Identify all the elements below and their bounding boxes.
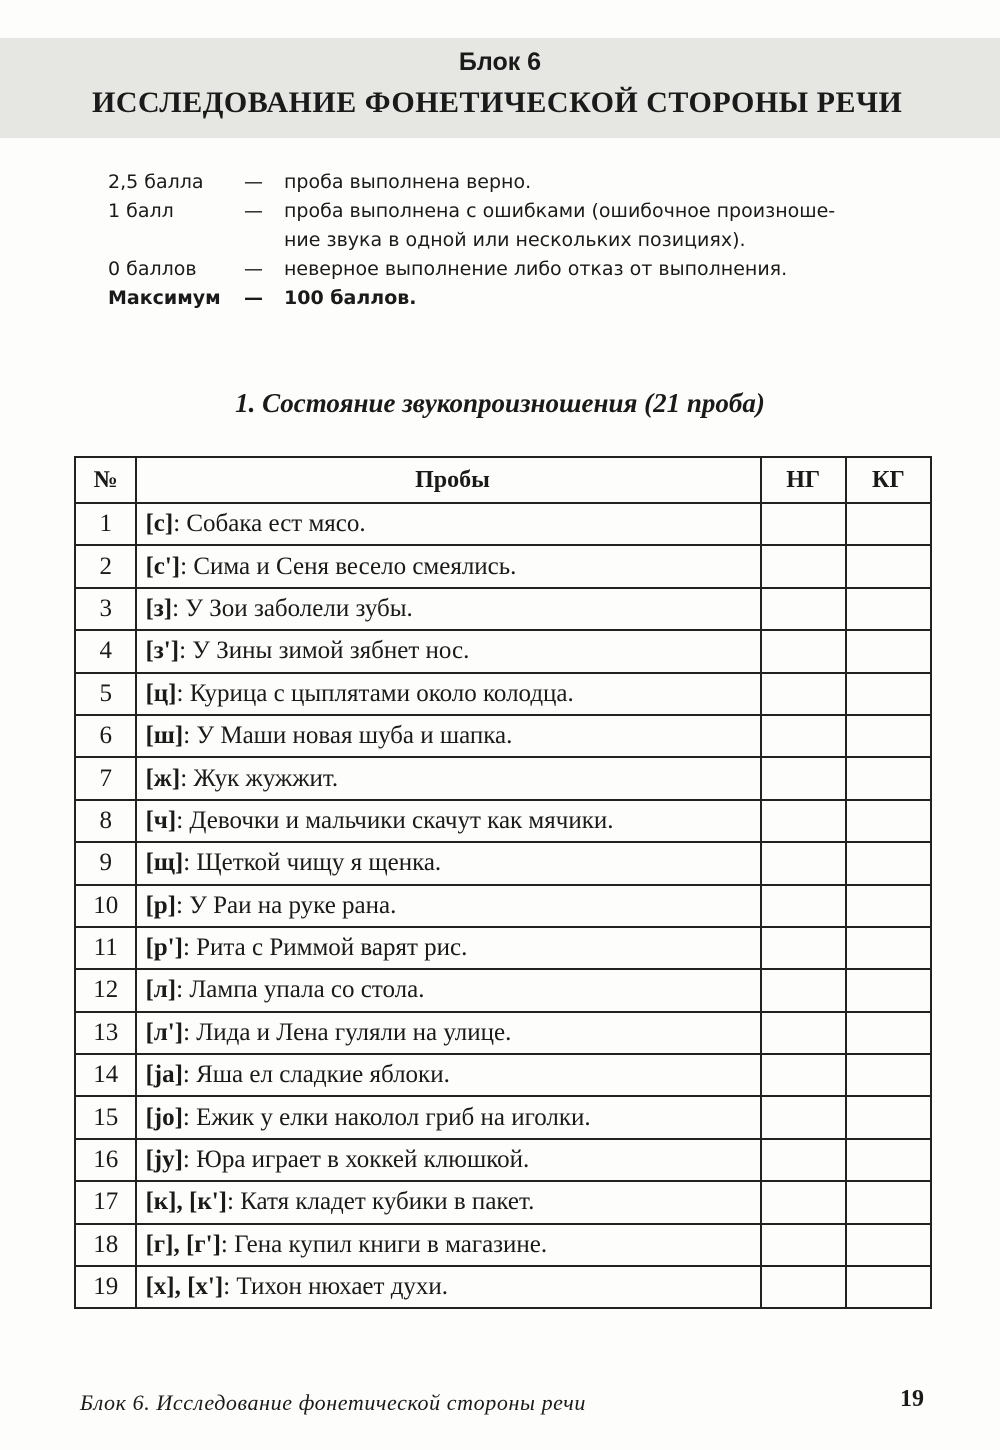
- probe-sentence: : Жук жужжит.: [180, 764, 339, 792]
- score-row: [108, 255, 908, 284]
- ng-cell[interactable]: [761, 927, 846, 969]
- table-row: [75, 842, 931, 884]
- probe-sound: [г], [г']: [145, 1230, 221, 1258]
- row-number: 10: [75, 885, 136, 927]
- kg-cell[interactable]: [846, 715, 931, 757]
- row-number: 16: [75, 1139, 136, 1181]
- ng-cell[interactable]: [761, 503, 846, 545]
- kg-cell[interactable]: [846, 630, 931, 672]
- row-number: 1: [75, 503, 136, 545]
- probe-cell: [136, 1266, 760, 1308]
- probes-table: [74, 456, 932, 1309]
- kg-cell[interactable]: [846, 885, 931, 927]
- section-title: 1. Состояние звукопроизношения (21 проба): [235, 388, 765, 418]
- header-ng: НГ: [761, 457, 846, 503]
- ng-cell[interactable]: [761, 1266, 846, 1308]
- probe-sentence: : У Маши новая шуба и шапка.: [183, 722, 513, 750]
- probe-sentence: : У Зои заболели зубы.: [172, 594, 413, 622]
- row-number: 17: [75, 1181, 136, 1223]
- probe-cell: [136, 1012, 760, 1054]
- table-row: [75, 1054, 931, 1096]
- row-number: 3: [75, 588, 136, 630]
- probe-cell: [136, 927, 760, 969]
- probe-sentence: : Катя кладет кубики в пакет.: [227, 1188, 535, 1216]
- probe-sentence: : Тихон нюхает духи.: [223, 1273, 449, 1301]
- header-num: №: [75, 457, 136, 503]
- score-description: проба выполнена верно.: [284, 171, 532, 193]
- table-row: [75, 885, 931, 927]
- probe-sentence: : Курица с цыплятами около колодца.: [176, 679, 574, 707]
- probe-sound: [ч]: [145, 806, 177, 834]
- scoring-legend: [108, 168, 908, 313]
- kg-cell[interactable]: [846, 1012, 931, 1054]
- score-description: ние звука в одной или нескольких позициях).: [284, 229, 746, 251]
- probe-sentence: : Щеткой чищу я щенка.: [183, 849, 442, 877]
- probe-sentence: : Собака ест мясо.: [173, 510, 366, 538]
- score-dash: —: [244, 258, 263, 280]
- probe-sentence: : Гена купил книги в магазине.: [220, 1230, 548, 1258]
- kg-cell[interactable]: [846, 1266, 931, 1308]
- probe-cell: [136, 1181, 760, 1223]
- probe-sentence: : У Зины зимой зябнет нос.: [179, 637, 470, 665]
- score-row: [108, 284, 908, 313]
- score-row: [108, 226, 908, 255]
- probe-cell: [136, 545, 760, 587]
- probe-cell: [136, 1096, 760, 1138]
- table-row: [75, 588, 931, 630]
- score-points: 1 балл: [108, 200, 174, 222]
- ng-cell[interactable]: [761, 800, 846, 842]
- probe-sentence: : Лида и Лена гуляли на улице.: [183, 1018, 512, 1046]
- kg-cell[interactable]: [846, 1054, 931, 1096]
- probe-sound: [ц]: [145, 679, 177, 707]
- score-points: 2,5 балла: [108, 171, 204, 193]
- row-number: 7: [75, 757, 136, 799]
- table-row: [75, 969, 931, 1011]
- kg-cell[interactable]: [846, 800, 931, 842]
- probe-sentence: : Девочки и мальчики скачут как мячики.: [176, 806, 614, 834]
- row-number: 15: [75, 1096, 136, 1138]
- table-row: [75, 503, 931, 545]
- probe-cell: [136, 1224, 760, 1266]
- row-number: 19: [75, 1266, 136, 1308]
- table-row: [75, 800, 931, 842]
- row-number: 4: [75, 630, 136, 672]
- ng-cell[interactable]: [761, 673, 846, 715]
- kg-cell[interactable]: [846, 842, 931, 884]
- kg-cell[interactable]: [846, 588, 931, 630]
- table-row: [75, 1139, 931, 1181]
- table-row: [75, 545, 931, 587]
- probe-sound: [ja]: [145, 1061, 183, 1089]
- ng-cell[interactable]: [761, 1181, 846, 1223]
- row-number: 8: [75, 800, 136, 842]
- running-title: Блок 6. Исследование фонетической стороны речи: [80, 1390, 586, 1415]
- score-description: неверное выполнение либо отказ от выполнения.: [284, 258, 788, 280]
- probe-sound: [з']: [145, 637, 180, 665]
- row-number: 13: [75, 1012, 136, 1054]
- ng-cell[interactable]: [761, 715, 846, 757]
- kg-cell[interactable]: [846, 1096, 931, 1138]
- probe-cell: [136, 1054, 760, 1096]
- probe-sentence: : Ежик у елки наколол гриб на иголки.: [182, 1103, 591, 1131]
- ng-cell[interactable]: [761, 1139, 846, 1181]
- row-number: 6: [75, 715, 136, 757]
- probe-sound: [ш]: [145, 722, 184, 750]
- score-points: 0 баллов: [108, 258, 197, 280]
- ng-cell[interactable]: [761, 630, 846, 672]
- score-dash: [244, 226, 284, 255]
- row-number: 18: [75, 1224, 136, 1266]
- probe-sentence: : Лампа упала со стола.: [176, 976, 425, 1004]
- ng-cell[interactable]: [761, 588, 846, 630]
- header-kg: КГ: [846, 457, 931, 503]
- score-description: проба выполнена с ошибками (ошибочное произноше-: [284, 200, 836, 222]
- table-row: [75, 1266, 931, 1308]
- score-dash: —: [244, 171, 263, 193]
- table-row: [75, 1181, 931, 1223]
- block-label: Блок 6: [458, 48, 542, 76]
- kg-cell[interactable]: [846, 757, 931, 799]
- kg-cell[interactable]: [846, 927, 931, 969]
- probe-sound: [р]: [145, 891, 176, 919]
- probe-cell: [136, 800, 760, 842]
- probe-cell: [136, 757, 760, 799]
- row-number: 12: [75, 969, 136, 1011]
- page-number: 19: [900, 1386, 924, 1412]
- table-row: [75, 1096, 931, 1138]
- score-row: [108, 197, 908, 226]
- probe-cell: [136, 503, 760, 545]
- probe-cell: [136, 885, 760, 927]
- probe-sound: [к], [к']: [145, 1188, 227, 1216]
- score-row: [108, 168, 908, 197]
- probe-sentence: : Сима и Сеня весело смеялись.: [180, 552, 517, 580]
- table-row: [75, 715, 931, 757]
- probe-sound: [з]: [145, 594, 173, 622]
- kg-cell[interactable]: [846, 1139, 931, 1181]
- ng-cell[interactable]: [761, 1096, 846, 1138]
- probe-sound: [р']: [145, 934, 183, 962]
- kg-cell[interactable]: [846, 969, 931, 1011]
- probe-sound: [с]: [145, 510, 174, 538]
- table-row: [75, 630, 931, 672]
- ng-cell[interactable]: [761, 1224, 846, 1266]
- table-row: [75, 757, 931, 799]
- probe-sound: [jу]: [145, 1146, 183, 1174]
- row-number: 2: [75, 545, 136, 587]
- probe-sentence: : Яша ел сладкие яблоки.: [182, 1061, 450, 1089]
- probe-sound: [л]: [145, 976, 177, 1004]
- row-number: 5: [75, 673, 136, 715]
- probe-sound: [с']: [145, 552, 181, 580]
- row-number: 11: [75, 927, 136, 969]
- probe-sound: [х], [х']: [145, 1273, 224, 1301]
- probe-sentence: : У Раи на руке рана.: [176, 891, 397, 919]
- table-row: [75, 673, 931, 715]
- ng-cell[interactable]: [761, 842, 846, 884]
- ng-cell[interactable]: [761, 969, 846, 1011]
- probe-cell: [136, 630, 760, 672]
- header-probe: Пробы: [136, 457, 760, 503]
- table-row: [75, 1224, 931, 1266]
- ng-cell[interactable]: [761, 545, 846, 587]
- probe-cell: [136, 969, 760, 1011]
- table-row: [75, 927, 931, 969]
- probe-sound: [щ]: [145, 849, 184, 877]
- probe-cell: [136, 842, 760, 884]
- kg-cell[interactable]: [846, 503, 931, 545]
- row-number: 9: [75, 842, 136, 884]
- ng-cell[interactable]: [761, 1054, 846, 1096]
- kg-cell[interactable]: [846, 545, 931, 587]
- block-title: ИССЛЕДОВАНИЕ ФОНЕТИЧЕСКОЙ СТОРОНЫ РЕЧИ: [92, 86, 903, 119]
- ng-cell[interactable]: [761, 1012, 846, 1054]
- ng-cell[interactable]: [761, 885, 846, 927]
- probe-sentence: : Юра играет в хоккей клюшкой.: [182, 1146, 530, 1174]
- ng-cell[interactable]: [761, 757, 846, 799]
- score-points: [108, 226, 244, 255]
- probe-sound: [ж]: [145, 764, 181, 792]
- score-dash: —: [244, 200, 263, 222]
- table-row: [75, 1012, 931, 1054]
- row-number: 14: [75, 1054, 136, 1096]
- kg-cell[interactable]: [846, 1224, 931, 1266]
- kg-cell[interactable]: [846, 673, 931, 715]
- probe-sound: [л']: [145, 1018, 184, 1046]
- probe-cell: [136, 1139, 760, 1181]
- probe-cell: [136, 673, 760, 715]
- probe-cell: [136, 588, 760, 630]
- score-description: 100 баллов.: [284, 287, 417, 309]
- probe-sound: [jо]: [145, 1103, 183, 1131]
- score-dash: —: [244, 287, 263, 309]
- score-points: Максимум: [108, 287, 221, 309]
- kg-cell[interactable]: [846, 1181, 931, 1223]
- probe-sentence: : Рита с Риммой варят рис.: [182, 934, 468, 962]
- table-header-row: [75, 457, 931, 503]
- probe-cell: [136, 715, 760, 757]
